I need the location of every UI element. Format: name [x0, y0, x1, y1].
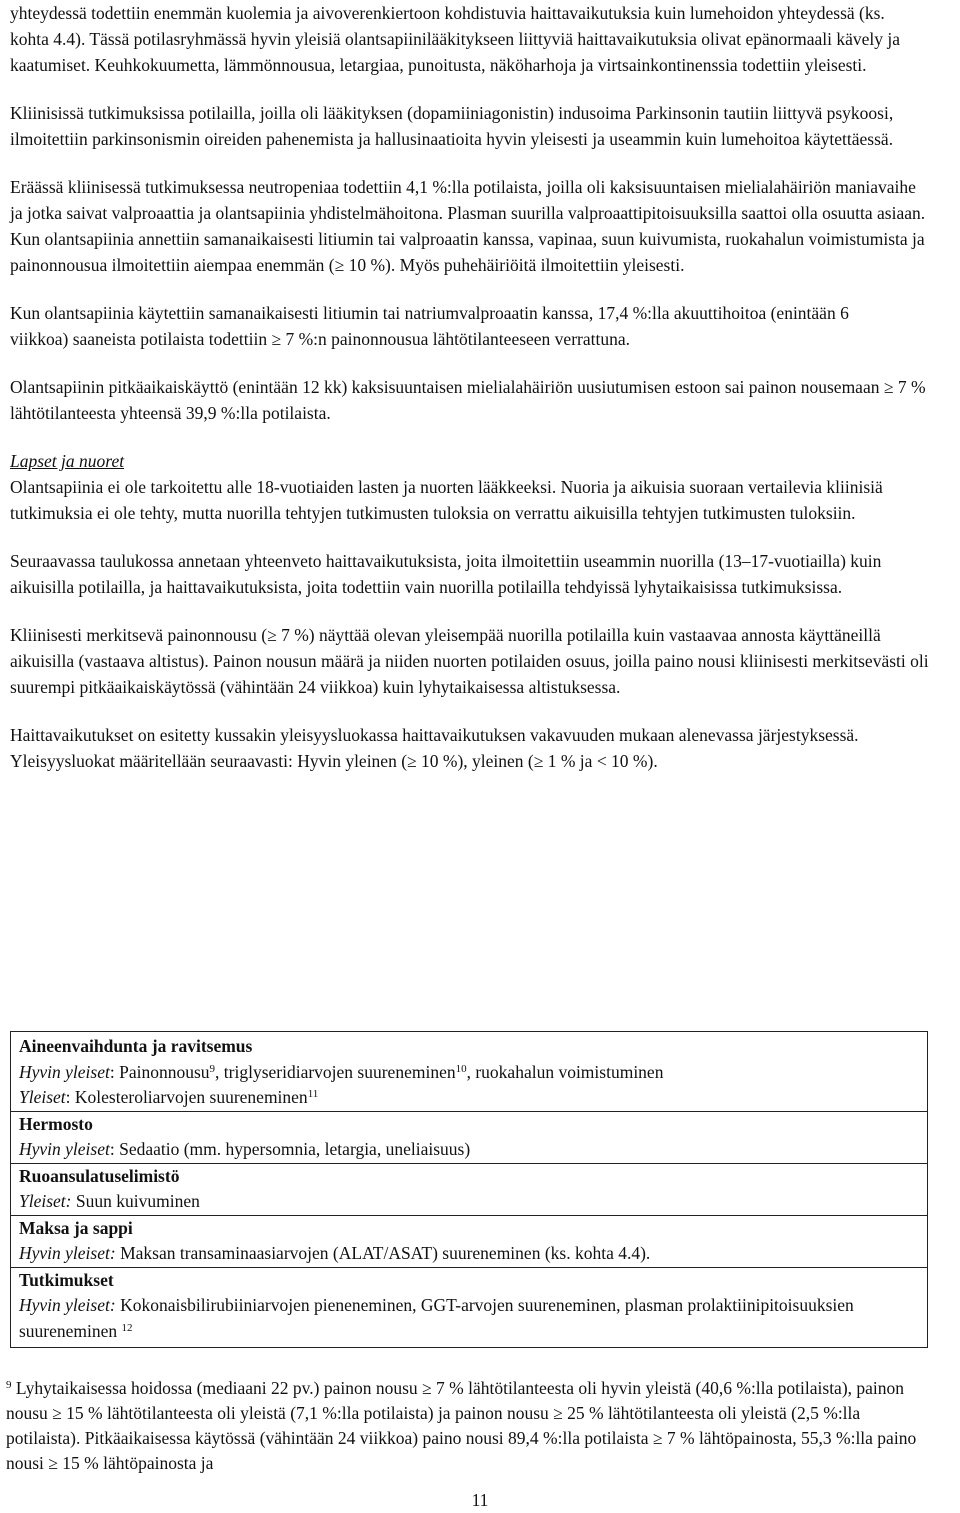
table-entry	[19, 1060, 919, 1086]
paragraph-table-summary: Seuraavassa taulukossa annetaan yhteenveto haittavaikutuksista, joita ilmoitettiin useammin nuorilla (13–17-vuotiailla) kuin aikuisilla potilailla, ja haittavaikutuksista, joita todettiin vain nuorilla potilailla tehdyissä lyhytaikaisissa tutkimuksissa.	[10, 551, 882, 597]
category-metabolism: Aineenvaihdunta ja ravitsemus	[19, 1036, 253, 1056]
table-entry	[19, 1293, 919, 1344]
frequency-label: Yleiset:	[19, 1191, 72, 1211]
table-entry	[19, 1137, 919, 1163]
entry-text: : Kolesteroliarvojen suureneminen	[65, 1087, 308, 1107]
entry-text: Maksan transaminaasiarvojen (ALAT/ASAT) suureneminen (ks. kohta 4.4).	[115, 1243, 651, 1263]
frequency-label: Yleiset	[19, 1087, 66, 1107]
category-nervous-system: Hermosto	[19, 1113, 93, 1134]
paragraph-lithium-valproate: Kun olantsapiinia käytettiin samanaikaisesti litiumin tai natriumvalproaatin kanssa, 17,4 %:lla akuuttihoitoa (enintään 6 viikkoa) saaneista potilaista todettiin ≥ 7 %:n painonnousua lähtötilanteeseen verrattuna.	[10, 303, 849, 349]
paragraph-not-for-children: Olantsapiinia ei ole tarkoitettu alle 18-vuotiaiden lasten ja nuorten lääkkeeksi. Nuoria ja aikuisia suoraan vertailevia kliinisiä tutkimuksia ei ole tehty, mutta nuorilla tehtyjen tutkimusten tuloksia on verrattu aikuisilla tehtyjen tutkimusten tuloksiin.	[10, 477, 883, 523]
category-gastrointestinal: Ruoansulatuselimistö	[19, 1165, 180, 1186]
category-hepatobiliary: Maksa ja sappi	[19, 1217, 133, 1238]
frequency-label: Hyvin yleiset:	[19, 1295, 116, 1315]
entry-text: Kokonaisbilirubiiniarvojen pieneneminen, GGT-arvojen suureneminen, plasman prolaktiinipitoisuuksien suureneminen	[19, 1295, 854, 1341]
subheading-children: Lapset ja nuoret	[10, 451, 125, 471]
footnote-ref: 10	[455, 1062, 467, 1075]
paragraph-weight-gain: Kliinisesti merkitsevä painonnousu (≥ 7 %) näyttää olevan yleisempää nuorilla potilailla kuin vastaavaa annosta käyttäneillä aikuisilla (vastaava altistus). Painon nousun määrä ja niiden nuorten potilaiden osuus, joilla paino nousi kliinisesti merkitsevästi oli suurempi pitkäaikaiskäytössä (vähintään 24 viikkoa) kuin lyhytaikaisessa altistuksessa.	[10, 625, 929, 697]
frequency-label: Hyvin yleiset	[19, 1139, 110, 1159]
entry-text: , ruokahalun voimistuminen	[466, 1061, 664, 1082]
paragraph-neutropenia: Eräässä kliinisessä tutkimuksessa neutropeniaa todettiin 4,1 %:lla potilaista, joilla oli kaksisuuntaisen mielialahäiriön maniavaihe ja jotka saivat valproaattia ja olantsapiinia yhdistelmähoitona. Plasman suurilla valproaattipitoisuuksilla saattoi olla osuutta asiaan. Kun olantsapiinia annettiin samanaikaisesti litiumin tai valproaatin kanssa, vapinaa, suun kuivumista, ruokahalun voimistumista ja painonnousua ilmoitettiin aiempaa enemmän (≥ 10 %). Myös puhehäiriöitä ilmoitettiin yleisesti.	[10, 177, 926, 275]
footnote-9	[6, 1376, 928, 1476]
table-entry	[19, 1189, 919, 1215]
category-investigations: Tutkimukset	[19, 1269, 114, 1290]
table-row	[11, 1164, 927, 1216]
adverse-effects-table	[10, 1031, 928, 1348]
entry-text: Suun kuivuminen	[71, 1191, 200, 1211]
frequency-label: Hyvin yleiset:	[19, 1243, 116, 1263]
footnote-ref: 12	[121, 1321, 133, 1334]
paragraph-parkinson-psychosis: Kliinisissä tutkimuksissa potilailla, joilla oli lääkityksen (dopamiiniagonistin) indusoima Parkinsonin tautiin liittyvä psykoosi, ilmoitettiin parkinsonismin oireiden pahenemista ja hallusinaatioita hyvin yleisesti ja useammin kuin lumehoitoa käytettäessä.	[10, 103, 894, 149]
table-row	[11, 1112, 927, 1164]
paragraph-frequency-definitions: Haittavaikutukset on esitetty kussakin yleisyysluokassa haittavaikutuksen vakavuuden mukaan alenevassa järjestyksessä. Yleisyysluokat määritellään seuraavasti: Hyvin yleinen (≥ 10 %), yleinen (≥ 1 % ja < 10 %).	[10, 725, 859, 771]
table-row	[11, 1268, 927, 1345]
table-row	[11, 1216, 927, 1268]
table-entry	[19, 1085, 919, 1111]
paragraph-elderly-parkinson: yhteydessä todettiin enemmän kuolemia ja aivoverenkiertoon kohdistuvia haittavaikutuksia kuin lumehoidon yhteydessä (ks. kohta 4.4). Tässä potilasryhmässä hyvin yleisiä olantsapiinilääkitykseen liittyviä haittavaikutuksia olivat epänormaali kävely ja kaatumiset. Keuhkokuumetta, lämmönnousua, letargiaa, punoitusta, näköharhoja ja virtsainkontinenssia todettiin yleisesti.	[10, 3, 901, 75]
table-entry	[19, 1241, 919, 1267]
footnote-ref: 11	[307, 1088, 319, 1100]
footnote-mark: 9	[6, 1379, 12, 1391]
entry-text: , triglyseridiarvojen suureneminen	[215, 1061, 456, 1082]
footnote-text: Lyhytaikaisessa hoidossa (mediaani 22 pv.) painon nousu ≥ 7 % lähtötilanteesta oli hyvin yleistä (40,6 %:lla potilaista), painon nousu ≥ 15 % lähtötilanteesta oli yleistä (7,1 %:lla potilaista) ja painon nousu ≥ 25 % lähtötilanteesta oli yleistä (2,5 %:lla potilaista). Pitkäaikaisessa käytössä (vähintään 24 viikkoa) paino nousi 89,4 %:lla potilaista ≥ 7 % lähtöpainosta, 55,3 %:lla paino nousi ≥ 15 % lähtöpainosta ja	[6, 1378, 917, 1473]
entry-text: : Sedaatio (mm. hypersomnia, letargia, uneliaisuus)	[109, 1139, 471, 1159]
entry-text: : Painonnousu	[109, 1061, 210, 1082]
footnote-ref: 9	[209, 1062, 216, 1075]
paragraph-longterm-use: Olantsapiinin pitkäaikaiskäyttö (enintään 12 kk) kaksisuuntaisen mielialahäiriön uusiutumisen estoon sai painon nousemaan ≥ 7 % lähtötilanteesta yhteensä 39,9 %:lla potilaista.	[10, 377, 926, 423]
frequency-label: Hyvin yleiset	[19, 1061, 110, 1082]
table-row	[11, 1034, 927, 1112]
document-page	[10, 0, 930, 774]
page-number: 11	[471, 1490, 489, 1510]
